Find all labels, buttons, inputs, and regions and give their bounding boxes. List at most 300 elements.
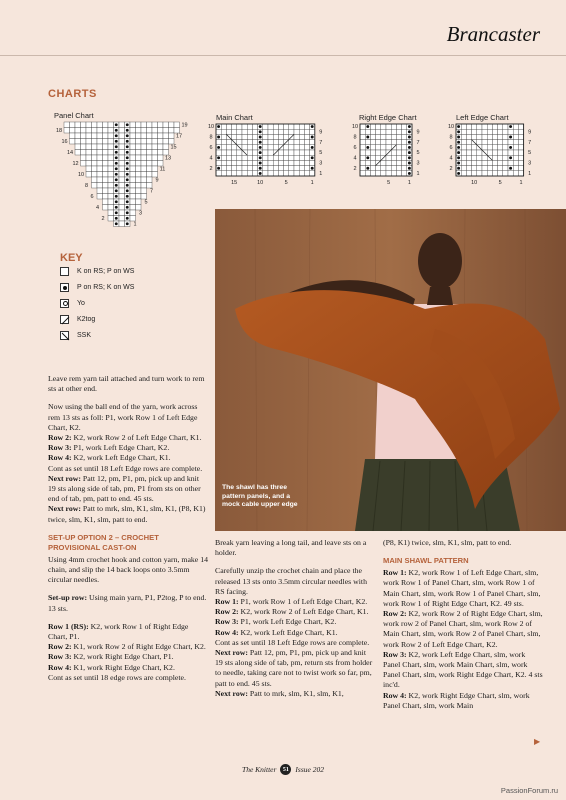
- right-edge-chart-cell: [376, 129, 381, 134]
- right-edge-chart-purl-dot: [408, 130, 411, 133]
- main-chart-cell: [273, 140, 278, 145]
- main-chart-cell: [232, 160, 237, 165]
- main-chart-cell: [299, 124, 304, 129]
- main-chart-cell: [289, 150, 294, 155]
- panel-chart-cell: [108, 161, 114, 167]
- panel-chart-purl-dot: [126, 222, 129, 225]
- main-chart-cell: [226, 129, 231, 134]
- row-number: 19: [181, 122, 188, 129]
- main-chart-cell: [304, 134, 309, 139]
- main-chart-cell: [263, 145, 268, 150]
- panel-chart-cell: [141, 139, 147, 145]
- issue-number: Issue 202: [295, 765, 324, 774]
- left-edge-chart-cell: [503, 145, 508, 150]
- left-edge-chart-cell: [487, 150, 492, 155]
- main-chart-cell: [289, 171, 294, 176]
- ring-square-icon: [60, 299, 69, 308]
- panel-chart-cell: [158, 122, 164, 128]
- panel-chart-cell: [141, 122, 147, 128]
- dot-square-icon: [60, 283, 69, 292]
- left-edge-chart-cell: [482, 155, 487, 160]
- panel-chart-cell: [86, 133, 92, 139]
- paragraph: Row 1 (RS): K2, work Row 1 of Right Edge Chart, P1. Row 2: K1, work Row 2 of Right Edge Chart, K2. Row 3: K2, work Right Edge Chart, P1. Row 4: K1, work Right Edge Chart, K2. Cont as set until 18 edge rows are complete.: [48, 621, 206, 682]
- panel-chart-cell: [86, 155, 92, 161]
- blank-square-icon: [60, 267, 69, 276]
- left-edge-chart-cell: [492, 134, 497, 139]
- main-chart-cell: [278, 150, 283, 155]
- row-number: 7: [416, 139, 420, 146]
- right-edge-chart-cell: [386, 155, 391, 160]
- key-item-knit: K on RS; P on WS: [60, 265, 134, 277]
- left-edge-chart-cell: [518, 155, 523, 160]
- main-chart-cell: [310, 140, 315, 145]
- main-chart-cell: [221, 150, 226, 155]
- main-chart-cell: [289, 124, 294, 129]
- left-edge-chart-purl-dot: [509, 136, 512, 139]
- panel-chart-cell: [92, 133, 98, 139]
- main-chart-cell: [268, 134, 273, 139]
- left-edge-chart-cell: [503, 166, 508, 171]
- panel-chart-cell: [119, 177, 125, 183]
- main-chart-cell: [273, 124, 278, 129]
- left-edge-chart-cell: [477, 150, 482, 155]
- left-edge-chart-cell: [466, 155, 471, 160]
- left-edge-chart-purl-dot: [457, 125, 460, 128]
- left-edge-chart-cell: [466, 140, 471, 145]
- panel-chart-cell: [130, 216, 136, 222]
- row-number: 4: [353, 155, 357, 162]
- panel-chart-cell: [158, 155, 164, 161]
- left-edge-chart-cell: [518, 134, 523, 139]
- right-edge-chart-cell: [386, 171, 391, 176]
- right-edge-chart-purl-dot: [408, 141, 411, 144]
- left-edge-chart-cell: [472, 160, 477, 165]
- left-edge-chart-cell: [477, 171, 482, 176]
- right-edge-chart-cell: [360, 129, 365, 134]
- panel-chart-cell: [152, 161, 158, 167]
- watermark: PassionForum.ru: [500, 786, 558, 795]
- main-chart-cell: [268, 140, 273, 145]
- left-edge-chart-cell: [503, 124, 508, 129]
- panel-chart-cell: [169, 122, 175, 128]
- panel-chart-cell: [86, 161, 92, 167]
- panel-chart-cell: [97, 177, 103, 183]
- right-edge-chart-cell: [391, 140, 396, 145]
- panel-chart-cell: [108, 133, 114, 139]
- right-edge-chart-cell: [381, 140, 386, 145]
- main-chart-cell: [304, 166, 309, 171]
- main-chart-cell: [221, 160, 226, 165]
- panel-chart-purl-dot: [126, 151, 129, 154]
- row-number: 7: [319, 139, 323, 146]
- panel-chart-cell: [152, 155, 158, 161]
- main-chart-cell: [304, 155, 309, 160]
- panel-chart-cell: [130, 133, 136, 139]
- panel-chart-purl-dot: [126, 140, 129, 143]
- panel-chart-cell: [130, 210, 136, 216]
- main-chart-cell: [278, 134, 283, 139]
- panel-chart-cell: [103, 133, 109, 139]
- main-chart-cell: [278, 166, 283, 171]
- main-chart-cell: [232, 124, 237, 129]
- left-edge-chart-cell: [487, 145, 492, 150]
- main-chart-cell: [263, 171, 268, 176]
- main-chart-cell: [221, 155, 226, 160]
- right-edge-chart-cell: [370, 145, 375, 150]
- main-chart-cell: [284, 150, 289, 155]
- left-edge-chart-cell: [472, 150, 477, 155]
- right-edge-chart-cell: [391, 124, 396, 129]
- panel-chart-cell: [130, 150, 136, 156]
- panel-chart-purl-dot: [126, 123, 129, 126]
- row-number: 3: [528, 160, 532, 167]
- left-edge-chart-cell: [503, 160, 508, 165]
- panel-chart-purl-dot: [115, 217, 118, 220]
- main-chart-purl-dot: [217, 136, 220, 139]
- left-edge-chart-cell: [498, 155, 503, 160]
- left-edge-chart-purl-dot: [509, 125, 512, 128]
- panel-chart-cell: [92, 144, 98, 150]
- panel-chart-cell: [174, 128, 180, 134]
- panel-chart-cell: [158, 150, 164, 156]
- right-edge-chart-cell: [381, 150, 386, 155]
- panel-chart-cell: [119, 205, 125, 211]
- left-edge-chart-cell: [466, 166, 471, 171]
- left-edge-chart-cell: [503, 150, 508, 155]
- panel-chart-cell: [147, 133, 153, 139]
- main-chart-cell: [294, 140, 299, 145]
- main-chart-cell: [304, 124, 309, 129]
- main-chart-cell: [263, 134, 268, 139]
- text-column-3: [383, 538, 543, 719]
- panel-chart-cell: [136, 128, 142, 134]
- row-number: 10: [77, 171, 85, 178]
- right-edge-chart-cell: [386, 140, 391, 145]
- main-chart-cell: [263, 166, 268, 171]
- row-number: 15: [170, 144, 177, 151]
- main-chart-cell: [268, 166, 273, 171]
- main-chart-cell: [299, 129, 304, 134]
- panel-chart-cell: [108, 183, 114, 189]
- main-chart-cell: [237, 150, 242, 155]
- left-edge-chart-cell: [498, 129, 503, 134]
- charts-heading: CHARTS: [48, 88, 97, 100]
- right-edge-chart-cell: [391, 160, 396, 165]
- panel-chart-cell: [130, 199, 136, 205]
- right-edge-chart-purl-dot: [366, 136, 369, 139]
- main-chart-cell: [247, 150, 252, 155]
- panel-chart-cell: [103, 150, 109, 156]
- main-chart-cell: [226, 155, 231, 160]
- main-chart-purl-dot: [259, 146, 262, 149]
- right-edge-chart-cell: [381, 134, 386, 139]
- main-chart-cell: [221, 134, 226, 139]
- main-chart-cell: [289, 160, 294, 165]
- right-edge-chart-cell: [386, 134, 391, 139]
- left-edge-chart-cell: [461, 129, 466, 134]
- right-edge-chart-cell: [391, 166, 396, 171]
- panel-chart-purl-dot: [126, 162, 129, 165]
- panel-chart-purl-dot: [126, 189, 129, 192]
- left-edge-chart-cell: [513, 124, 518, 129]
- panel-chart-cell: [174, 122, 180, 128]
- row-number: 6: [90, 193, 94, 200]
- main-chart-cell: [226, 124, 231, 129]
- panel-chart-cell: [86, 128, 92, 134]
- left-edge-chart-cell: [503, 140, 508, 145]
- panel-chart-cell: [130, 155, 136, 161]
- left-edge-chart-cell: [461, 124, 466, 129]
- panel-chart-cell: [92, 150, 98, 156]
- right-edge-chart-purl-dot: [366, 167, 369, 170]
- panel-chart-cell: [97, 172, 103, 178]
- main-chart-cell: [304, 171, 309, 176]
- left-edge-chart-cell: [492, 160, 497, 165]
- right-edge-chart-cell: [370, 134, 375, 139]
- panel-chart-cell: [158, 144, 164, 150]
- panel-chart-cell: [92, 122, 98, 128]
- main-chart-cell: [242, 134, 247, 139]
- left-edge-chart-cell: [466, 129, 471, 134]
- main-chart-cell: [252, 129, 257, 134]
- main-chart-cell: [221, 129, 226, 134]
- key-heading: KEY: [60, 252, 83, 264]
- main-chart-cell: [284, 134, 289, 139]
- main-chart-purl-dot: [217, 167, 220, 170]
- panel-chart-cell: [130, 122, 136, 128]
- right-edge-chart-cell: [386, 124, 391, 129]
- left-edge-chart-cell: [513, 155, 518, 160]
- left-edge-chart-cell: [461, 171, 466, 176]
- panel-chart-purl-dot: [115, 123, 118, 126]
- left-edge-chart-cell: [477, 166, 482, 171]
- panel-chart-cell: [147, 161, 153, 167]
- panel-chart-cell: [81, 128, 87, 134]
- ssk-icon: [60, 331, 69, 340]
- left-edge-chart-cell: [472, 145, 477, 150]
- right-edge-chart-cell: [402, 155, 407, 160]
- right-edge-chart-cell: [396, 129, 401, 134]
- panel-chart-purl-dot: [115, 195, 118, 198]
- panel-chart-cell: [136, 161, 142, 167]
- row-number: 2: [449, 165, 453, 172]
- main-chart-purl-dot: [259, 162, 262, 165]
- main-chart-cell: [294, 160, 299, 165]
- row-number: 10: [207, 124, 215, 131]
- main-chart-cell: [278, 140, 283, 145]
- panel-chart-cell: [119, 188, 125, 194]
- panel-chart-cell: [130, 166, 136, 172]
- panel-chart-cell: [103, 128, 109, 134]
- left-edge-chart-cell: [508, 129, 513, 134]
- main-chart-cell: [273, 171, 278, 176]
- left-edge-chart-cell: [513, 160, 518, 165]
- panel-chart-cell: [119, 161, 125, 167]
- main-chart-cell: [299, 160, 304, 165]
- left-edge-chart-cell: [472, 129, 477, 134]
- key-item-yo: Yo: [60, 297, 85, 309]
- left-edge-chart-cell: [498, 145, 503, 150]
- row-number: 16: [61, 138, 68, 145]
- panel-chart-cell: [169, 133, 175, 139]
- panel-chart-purl-dot: [126, 195, 129, 198]
- panel-chart-cell: [103, 172, 109, 178]
- right-edge-chart-cell: [396, 145, 401, 150]
- continue-arrow-icon: ▶: [534, 737, 541, 746]
- panel-chart-cell: [130, 161, 136, 167]
- panel-chart-cell: [152, 166, 158, 172]
- right-edge-chart-cell: [365, 150, 370, 155]
- panel-chart-cell: [108, 139, 114, 145]
- title-divider: [0, 55, 566, 56]
- left-edge-chart-cell: [513, 171, 518, 176]
- panel-chart-purl-dot: [126, 167, 129, 170]
- main-chart-purl-dot: [259, 151, 262, 154]
- panel-chart-purl-dot: [126, 156, 129, 159]
- main-chart-cell: [237, 129, 242, 134]
- main-chart-cell: [237, 155, 242, 160]
- left-edge-chart-label: Left Edge Chart: [456, 113, 509, 122]
- right-edge-chart-cell: [360, 124, 365, 129]
- text-column-1: [48, 374, 208, 691]
- main-chart-cell: [284, 160, 289, 165]
- right-edge-chart-cell: [360, 155, 365, 160]
- left-edge-chart-cell: [487, 160, 492, 165]
- row-number: 5: [144, 199, 148, 206]
- panel-chart-cell: [136, 133, 142, 139]
- paragraph: Break yarn leaving a long tail, and leave sts on a holder.: [215, 538, 367, 558]
- left-edge-chart-cell: [518, 124, 523, 129]
- left-edge-chart-cell: [461, 166, 466, 171]
- main-chart-purl-dot: [311, 167, 314, 170]
- left-edge-chart-cell: [498, 134, 503, 139]
- left-edge-chart-cell: [513, 150, 518, 155]
- right-edge-chart-cell: [376, 155, 381, 160]
- right-edge-chart-purl-dot: [366, 146, 369, 149]
- main-chart-cell: [299, 166, 304, 171]
- k2tog-icon: [60, 315, 69, 324]
- main-chart-cell: [263, 140, 268, 145]
- right-edge-chart-cell: [386, 166, 391, 171]
- main-chart-cell: [284, 166, 289, 171]
- left-edge-chart-cell: [487, 171, 492, 176]
- panel-chart-cell: [130, 183, 136, 189]
- right-edge-chart-cell: [365, 140, 370, 145]
- row-number: 1: [416, 170, 420, 177]
- panel-chart-cell: [81, 144, 87, 150]
- left-edge-chart-cell: [503, 134, 508, 139]
- main-chart-cell: [299, 171, 304, 176]
- setup-option-2-heading: SET-UP OPTION 2 – CROCHET PROVISIONAL CAST-ON: [48, 532, 159, 552]
- main-chart-cell: [247, 134, 252, 139]
- main-chart-cell: [221, 140, 226, 145]
- panel-chart-cell: [81, 150, 87, 156]
- panel-chart-cell: [97, 194, 103, 200]
- main-chart-cell: [221, 166, 226, 171]
- right-edge-chart-cell: [396, 134, 401, 139]
- panel-chart-cell: [108, 150, 114, 156]
- left-edge-chart-cell: [482, 171, 487, 176]
- panel-chart-cell: [136, 183, 142, 189]
- main-chart-cell: [294, 166, 299, 171]
- left-edge-chart-cell: [472, 171, 477, 176]
- column-number: 1: [519, 180, 523, 186]
- left-edge-chart-cell: [508, 140, 513, 145]
- left-edge-chart-cell: [482, 140, 487, 145]
- panel-chart-purl-dot: [115, 151, 118, 154]
- panel-chart-cell: [81, 161, 87, 167]
- left-edge-chart-cell: [492, 171, 497, 176]
- row-number: 3: [416, 160, 420, 167]
- main-chart-cell: [268, 124, 273, 129]
- row-number: 4: [449, 155, 453, 162]
- panel-chart-cell: [108, 199, 114, 205]
- left-edge-chart-cell: [498, 160, 503, 165]
- right-edge-chart-cell: [360, 171, 365, 176]
- panel-chart-cell: [119, 133, 125, 139]
- main-chart-cell: [252, 166, 257, 171]
- right-edge-chart-cell: [376, 145, 381, 150]
- main-chart-cell: [263, 155, 268, 160]
- panel-chart-cell: [141, 161, 147, 167]
- right-edge-chart-cell: [402, 160, 407, 165]
- panel-chart-cell: [97, 183, 103, 189]
- main-chart-cell: [278, 129, 283, 134]
- panel-chart-cell: [103, 122, 109, 128]
- main-chart-cell: [232, 129, 237, 134]
- main-chart-cell: [232, 134, 237, 139]
- main-chart-cell: [263, 129, 268, 134]
- main-chart-cell: [242, 145, 247, 150]
- panel-chart-cell: [97, 139, 103, 145]
- right-edge-chart-cell: [381, 166, 386, 171]
- right-edge-chart-cell: [402, 166, 407, 171]
- left-edge-chart-cell: [477, 134, 482, 139]
- panel-chart-cell: [119, 139, 125, 145]
- left-edge-chart-cell: [513, 134, 518, 139]
- text-column-2: [215, 538, 375, 707]
- row-number: 9: [319, 129, 323, 136]
- paragraph: Set-up row: Using main yarn, P1, P2tog, P to end. 13 sts.: [48, 593, 207, 613]
- right-edge-chart-cell: [396, 171, 401, 176]
- panel-chart-cell: [70, 133, 76, 139]
- panel-chart-purl-dot: [115, 178, 118, 181]
- right-edge-chart-cell: [402, 171, 407, 176]
- right-edge-chart-cell: [376, 166, 381, 171]
- left-edge-chart-cell: [477, 140, 482, 145]
- left-edge-chart-cell: [472, 134, 477, 139]
- paragraph: Leave rem yarn tail attached and turn work to rem sts at other end.: [48, 374, 205, 394]
- panel-chart-cell: [147, 139, 153, 145]
- left-edge-chart: [446, 120, 546, 195]
- panel-chart-cell: [141, 128, 147, 134]
- row-number: 11: [159, 166, 166, 173]
- row-number: 6: [209, 144, 213, 151]
- panel-chart-cell: [136, 144, 142, 150]
- panel-chart-cell: [136, 139, 142, 145]
- main-chart-cell: [247, 166, 252, 171]
- panel-chart-cell: [163, 122, 169, 128]
- panel-chart-cell: [97, 128, 103, 134]
- left-edge-chart-cell: [513, 129, 518, 134]
- right-edge-chart-cell: [381, 171, 386, 176]
- panel-chart-cell: [81, 155, 87, 161]
- panel-chart-purl-dot: [126, 173, 129, 176]
- panel-chart-cell: [158, 133, 164, 139]
- page-title: Brancaster: [446, 22, 540, 46]
- panel-chart-cell: [103, 205, 109, 211]
- right-edge-chart-cell: [396, 140, 401, 145]
